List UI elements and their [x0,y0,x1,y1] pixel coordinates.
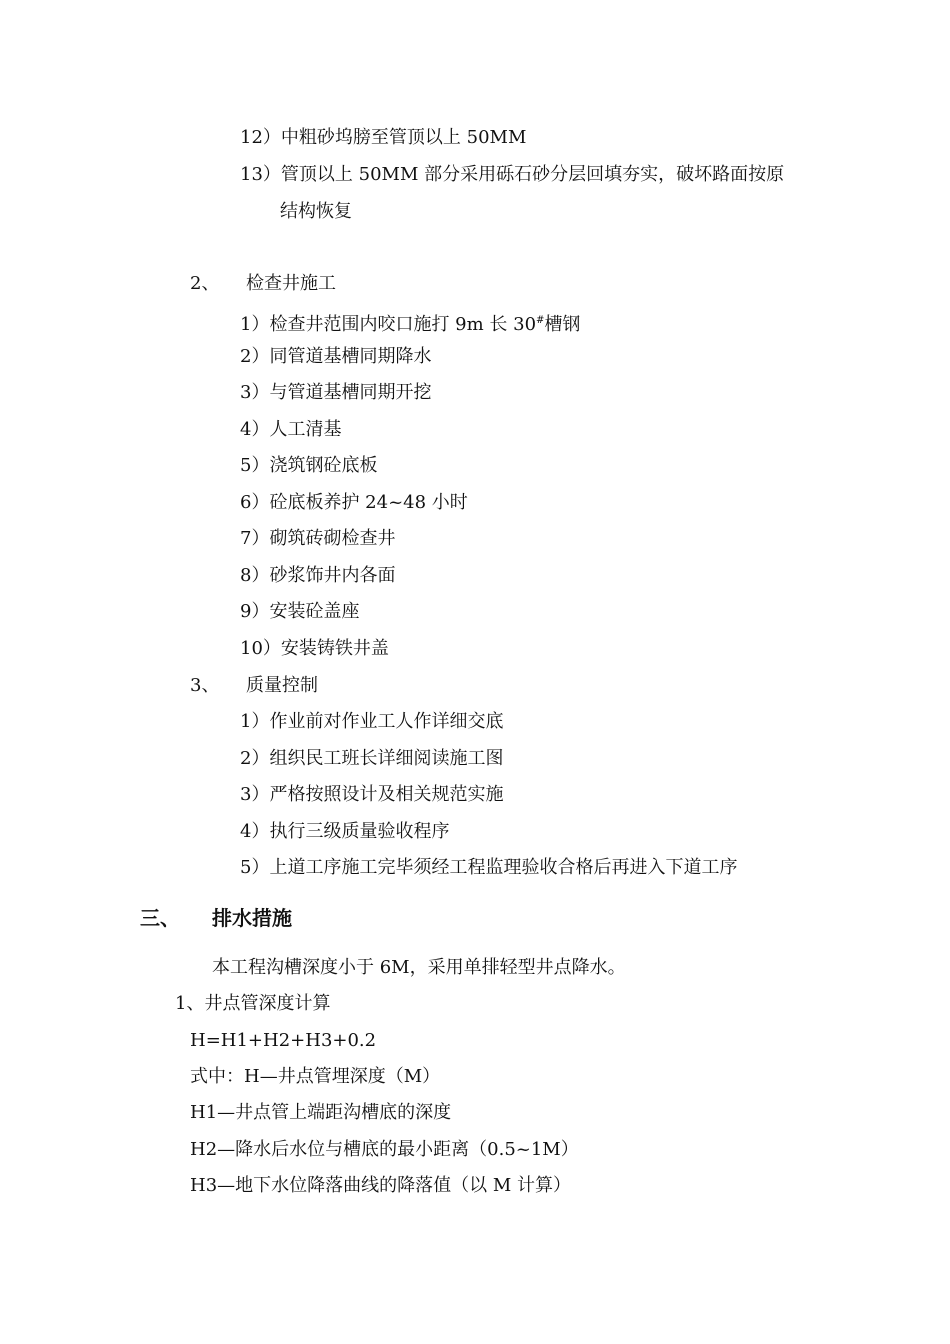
formula: H=H1+H2+H3+0.2 [190,1030,377,1051]
section-title: 质量控制 [246,675,318,696]
section-title: 检查井施工 [246,273,336,294]
chapter-number: 三、 [140,906,180,930]
list-item: 2）同管道基槽同期降水 [240,346,432,367]
formula-definition: H1—井点管上端距沟槽底的深度 [190,1102,452,1123]
list-item: 12）中粗砂坞膀至管顶以上 50MM [240,127,527,148]
list-item: 4）人工清基 [240,419,342,440]
list-item: 3）与管道基槽同期开挖 [240,382,432,403]
list-item-text: 1）检查井范围内咬口施打 9m 长 30 [240,314,537,335]
list-item: 8）砂浆饰井内各面 [240,565,396,586]
formula-definition: H2—降水后水位与槽底的最小距离（0.5~1M） [190,1139,579,1160]
list-item-text: 槽钢 [544,314,581,335]
list-item: 13）管顶以上 50MM 部分采用砾石砂分层回填夯实，破坏路面按原 [240,164,785,185]
list-item [240,309,580,337]
list-item: 3）严格按照设计及相关规范实施 [240,784,504,805]
list-item: 4）执行三级质量验收程序 [240,821,450,842]
chapter-title: 排水措施 [212,906,292,930]
paragraph: 本工程沟槽深度小于 6M，采用单排轻型井点降水。 [212,957,626,978]
list-item: 2）组织民工班长详细阅读施工图 [240,748,504,769]
formula-definition: 式中：H—井点管埋深度（M） [190,1066,441,1087]
list-item-continuation: 结构恢复 [280,201,352,222]
formula-definition: H3—地下水位降落曲线的降落值（以 M 计算） [190,1175,572,1196]
subheading: 1、井点管深度计算 [175,993,331,1014]
list-item: 1）作业前对作业工人作详细交底 [240,711,504,732]
list-item: 5）浇筑钢砼底板 [240,455,378,476]
list-item: 7）砌筑砖砌检查井 [240,528,396,549]
list-item: 6）砼底板养护 24~48 小时 [240,492,468,513]
list-item: 5）上道工序施工完毕须经工程监理验收合格后再进入下道工序 [240,857,738,878]
superscript-mark: # [536,315,545,326]
section-number: 2、 [190,273,220,294]
section-number: 3、 [190,675,220,696]
list-item: 10）安装铸铁井盖 [240,638,389,659]
list-item: 9）安装砼盖座 [240,601,360,622]
